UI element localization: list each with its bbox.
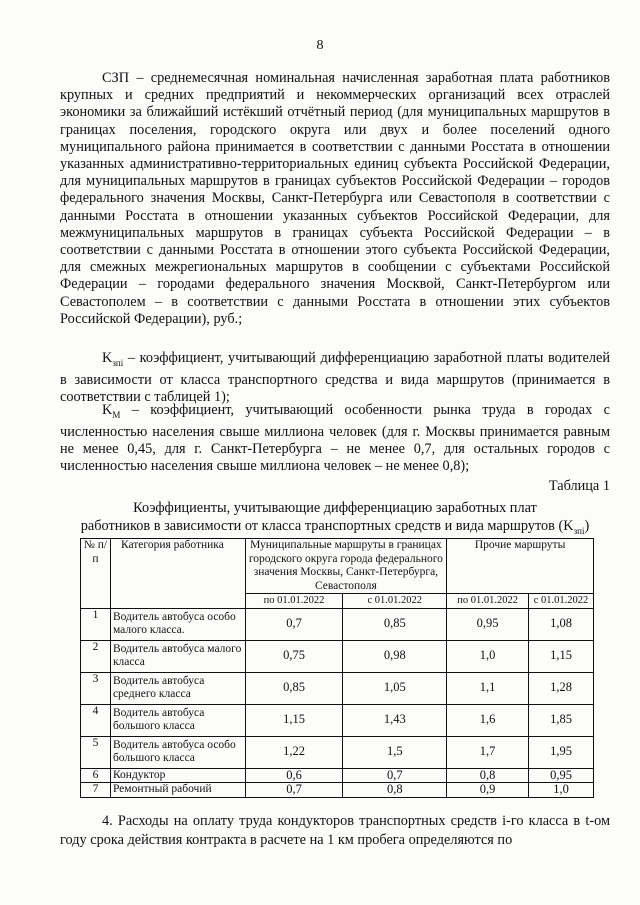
table-title-line2: работников в зависимости от класса транспортных средств и вида маршрутов (K	[80, 518, 574, 534]
row-municipal-after: 1,5	[343, 736, 447, 768]
row-other-before: 0,8	[447, 768, 529, 783]
header-other: Прочие маршруты	[447, 539, 594, 594]
row-municipal-after: 0,98	[343, 640, 447, 672]
row-municipal-after: 0,85	[343, 608, 447, 640]
row-number: 4	[81, 704, 111, 736]
row-other-after: 1,28	[529, 672, 594, 704]
kzpi-text: – коэффициент, учитывающий дифференциацию заработной платы водителей в зависимости от класса транспортного средства и вида маршрутов (принимается в соответствии с таблицей 1);	[60, 350, 610, 406]
table-caption: Таблица 1	[548, 478, 610, 494]
row-other-after: 0,95	[529, 768, 594, 783]
row-category: Водитель автобуса особо большого класса	[110, 736, 245, 768]
row-category: Водитель автобуса особо малого класса.	[110, 608, 245, 640]
header-municipal-before: по 01.01.2022	[245, 594, 343, 609]
table-title-end: )	[584, 518, 590, 534]
row-municipal-before: 1,22	[245, 736, 343, 768]
szp-text: СЗП – среднемесячная номинальная начисленная заработная плата работников крупных и средних предприятий и некоммерческих организаций всех отраслей экономики за ближайший истёкший отчётный период (для муниципальных маршрутов в границах поселения, городского округа или двух и более поселений одного муниципального района принимается в соответствии с данными Росстата в отношении указанных административно-территориальных единиц субъекта Российской Федерации, для муниципальных маршрутов в границах субъектов Российской Федерации – городов федерального значения Москвы, Санкт-Петербурга или Севастополя в соответствии с данными Росстата в отношении указанных субъектов Российской Федерации, для межмуниципальных маршрутов в границах субъекта Российской Федерации – в соответствии с данными Росстата в отношении этого субъекта Российской Федерации, для смежных межрегиональных маршрутов в сообщении с субъектами Российской Федерации – городами федерального значения Москвой, Санкт-Петербургом или Севастополем – в соответствии с данными Росстата в отношении этих субъектов Российской Федерации), руб.;	[60, 70, 610, 327]
row-category: Водитель автобуса малого класса	[110, 640, 245, 672]
row-other-before: 1,6	[447, 704, 529, 736]
coefficient-table	[80, 538, 594, 798]
header-other-after: с 01.01.2022	[529, 594, 594, 609]
row-municipal-before: 1,15	[245, 704, 343, 736]
row-municipal-before: 0,7	[245, 783, 343, 798]
kzpi-symbol: K	[102, 350, 113, 366]
paragraph-km	[60, 402, 610, 476]
km-text: – коэффициент, учитывающий особенности рынка труда в городах с численностью населения свыше миллиона человек (для г. Москвы принимается равным не менее 0,45, для г. Санкт-Петербурга – не менее 0,7, для остальных городов с численностью населения свыше миллиона человек – не менее 0,8);	[60, 402, 610, 475]
row-category: Кондуктор	[110, 768, 245, 783]
item4-text: 4. Расходы на оплату труда кондукторов транспортных средств i-го класса в t-ом году срока действия контракта в расчете на 1 км пробега определяются по	[60, 813, 610, 848]
table-row	[81, 608, 594, 640]
row-municipal-before: 0,7	[245, 608, 343, 640]
row-municipal-after: 1,43	[343, 704, 447, 736]
table-row	[81, 672, 594, 704]
row-other-after: 1,0	[529, 783, 594, 798]
kzpi-subscript: зпi	[112, 357, 124, 368]
row-category: Ремонтный рабочий	[110, 783, 245, 798]
table-title-line1: Коэффициенты, учитывающие дифференциацию заработных плат	[133, 500, 537, 516]
km-symbol: K	[102, 402, 113, 418]
row-category: Водитель автобуса большого класса	[110, 704, 245, 736]
table-row	[81, 768, 594, 783]
header-municipal: Муниципальные маршруты в границах городского округа города федерального значения Москвы, Санкт-Петербурга, Севастополя	[245, 539, 447, 594]
page-number: 8	[316, 38, 324, 53]
row-category: Водитель автобуса среднего класса	[110, 672, 245, 704]
table-row	[81, 736, 594, 768]
paragraph-item4	[60, 812, 610, 850]
paragraph-szp	[60, 70, 610, 328]
row-other-after: 1,08	[529, 608, 594, 640]
row-number: 2	[81, 640, 111, 672]
row-municipal-after: 0,7	[343, 768, 447, 783]
row-municipal-after: 1,05	[343, 672, 447, 704]
row-number: 6	[81, 768, 111, 783]
row-other-before: 1,1	[447, 672, 529, 704]
row-other-before: 1,7	[447, 736, 529, 768]
row-number: 3	[81, 672, 111, 704]
row-number: 5	[81, 736, 111, 768]
row-municipal-before: 0,75	[245, 640, 343, 672]
header-num: № п/п	[81, 539, 111, 609]
row-other-before: 0,95	[447, 608, 529, 640]
km-subscript: М	[112, 409, 121, 420]
row-number: 1	[81, 608, 111, 640]
header-other-before: по 01.01.2022	[447, 594, 529, 609]
table-row	[81, 704, 594, 736]
row-other-after: 1,85	[529, 704, 594, 736]
row-other-before: 0,9	[447, 783, 529, 798]
header-category: Категория работника	[110, 539, 245, 609]
row-other-after: 1,95	[529, 736, 594, 768]
table-title-subscript: зпi	[573, 525, 585, 536]
paragraph-kzpi	[60, 350, 610, 406]
table-header-row	[81, 539, 594, 594]
row-municipal-before: 0,6	[245, 768, 343, 783]
table-row	[81, 783, 594, 798]
row-other-after: 1,15	[529, 640, 594, 672]
table-title	[60, 499, 610, 540]
header-municipal-after: с 01.01.2022	[343, 594, 447, 609]
row-municipal-before: 0,85	[245, 672, 343, 704]
table-row	[81, 640, 594, 672]
row-other-before: 1,0	[447, 640, 529, 672]
row-number: 7	[81, 783, 111, 798]
row-municipal-after: 0,8	[343, 783, 447, 798]
